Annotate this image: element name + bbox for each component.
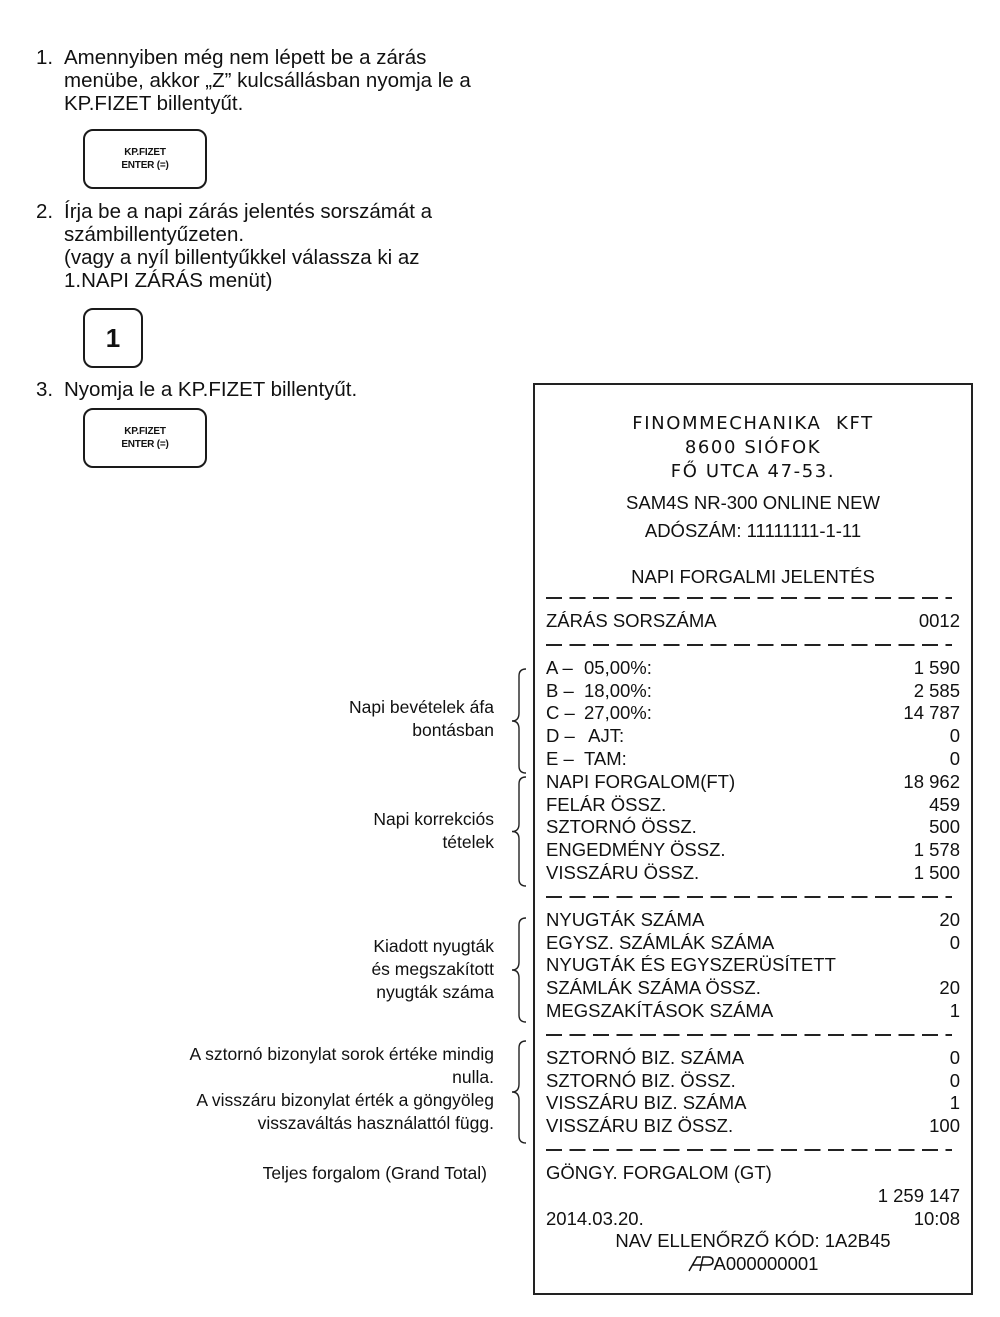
storno-row	[546, 1092, 960, 1115]
grand-total-value: 1 259 147	[877, 1184, 960, 1206]
row-label: 27,00%:	[584, 702, 652, 724]
dashed-separator	[546, 586, 960, 610]
row-label: VISSZÁRU BIZ ÖSSZ.	[546, 1115, 734, 1137]
receipt-model: SAM4S NR-300 ONLINE NEW	[626, 492, 880, 513]
row-value: 14 787	[903, 702, 960, 724]
vat-code: C –	[546, 702, 575, 724]
step-number: 1.	[36, 46, 54, 69]
storno-row	[546, 1047, 960, 1070]
cash-payment-key[interactable]	[83, 408, 207, 468]
ap-logo-icon	[688, 1256, 714, 1272]
row-value: 0	[949, 747, 960, 769]
row-label: TAM:	[584, 747, 627, 769]
correction-row	[546, 839, 960, 862]
row-label: ENGEDMÉNY ÖSSZ.	[546, 839, 726, 861]
key-label-top: KP.FIZET	[124, 426, 166, 437]
row-value: 18 962	[903, 770, 960, 792]
step-text-line: számbillentyűzeten.	[64, 223, 245, 246]
correction-row	[546, 771, 960, 794]
annotation-line: nyugták száma	[376, 982, 494, 1002]
row-value: 0	[949, 725, 960, 747]
row-label: SZTORNÓ BIZ. SZÁMA	[546, 1046, 745, 1068]
step-text-line: 1.NAPI ZÁRÁS menüt)	[64, 269, 273, 292]
row-label: AJT:	[584, 725, 625, 747]
row-value: 459	[929, 793, 960, 815]
step-text-line: Írja be a napi zárás jelentés sorszámát a	[64, 200, 433, 223]
row-label: FELÁR ÖSSZ.	[546, 793, 667, 815]
row-value: 1 590	[913, 656, 960, 678]
annotation-storno	[74, 1043, 494, 1135]
annotation-vat-breakdown	[349, 696, 494, 742]
closing-number-row	[546, 610, 960, 633]
receipt-count-section	[546, 909, 960, 1023]
curly-brace-icon	[506, 776, 530, 887]
vat-code: E –	[546, 747, 574, 769]
receipt-time: 10:08	[913, 1207, 960, 1229]
curly-brace-icon	[506, 917, 530, 1023]
storno-row	[546, 1070, 960, 1093]
correction-row	[546, 794, 960, 817]
row-label: EGYSZ. SZÁMLÁK SZÁMA	[546, 931, 775, 953]
count-row	[546, 977, 960, 1000]
annotation-corrections	[373, 808, 494, 854]
dashed-separator	[546, 885, 960, 909]
row-label: SZTORNÓ BIZ. ÖSSZ.	[546, 1069, 736, 1091]
ap-number: A000000001	[713, 1253, 819, 1275]
step-text-line: (vagy a nyíl billentyűkkel válassza ki az	[64, 246, 420, 269]
key-label: 1	[105, 322, 121, 353]
row-value: 100	[929, 1115, 960, 1137]
storno-row	[546, 1115, 960, 1138]
dashed-separator	[546, 1023, 960, 1047]
row-value: 1	[949, 999, 960, 1021]
row-value: 2 585	[913, 679, 960, 701]
count-row	[546, 1000, 960, 1023]
vat-section	[546, 657, 960, 771]
dashed-separator	[546, 1138, 960, 1162]
row-value: 0012	[918, 610, 960, 631]
date-time-row	[546, 1208, 960, 1231]
row-value: 1 578	[913, 839, 960, 861]
vat-row	[546, 725, 960, 748]
dashed-separator	[546, 633, 960, 657]
step-number: 3.	[36, 378, 54, 401]
step-3	[36, 378, 536, 401]
annotation-line: visszaváltás használattól függ.	[257, 1113, 494, 1133]
number-key-1[interactable]	[83, 308, 143, 368]
grand-total-label: GÖNGY. FORGALOM (GT)	[546, 1161, 772, 1183]
count-row	[546, 909, 960, 932]
vat-code: B –	[546, 679, 574, 701]
step-2	[36, 200, 536, 292]
annotation-grand-total: Teljes forgalom (Grand Total)	[262, 1163, 487, 1183]
annotation-line: bontásban	[412, 720, 494, 740]
step-text-line: Amennyiben még nem lépett be a zárás	[64, 46, 427, 69]
row-value: 0	[949, 1046, 960, 1068]
row-label: NAPI FORGALOM(FT)	[546, 770, 736, 792]
annotation-line: és megszakított	[371, 959, 494, 979]
key-label-top: KP.FIZET	[124, 147, 166, 158]
step-text-line: Nyomja le a KP.FIZET billentyűt.	[64, 378, 358, 401]
row-label: NYUGTÁK SZÁMA	[546, 908, 705, 930]
step-1	[36, 46, 536, 115]
row-label: ZÁRÁS SORSZÁMA	[546, 610, 717, 631]
row-value: 0	[949, 931, 960, 953]
row-label: VISSZÁRU BIZ. SZÁMA	[546, 1092, 747, 1114]
annotation-receipts	[371, 935, 494, 1004]
annotation-line: nulla.	[452, 1067, 494, 1087]
curly-brace-icon	[506, 668, 530, 774]
grand-total-value-row	[546, 1185, 960, 1208]
vat-row	[546, 748, 960, 771]
row-value: 1 500	[913, 861, 960, 883]
row-label: 18,00%:	[584, 679, 652, 701]
row-label: MEGSZAKÍTÁSOK SZÁMA	[546, 999, 774, 1021]
daily-report-receipt	[533, 383, 973, 1295]
receipt-company-name: FINOMMECHANIKA KFT	[632, 413, 874, 434]
correction-section	[546, 771, 960, 885]
nav-code: NAV ELLENŐRZŐ KÓD: 1A2B45	[615, 1230, 891, 1252]
vat-code: A –	[546, 656, 573, 678]
receipt-date: 2014.03.20.	[546, 1207, 644, 1229]
row-value: 20	[939, 908, 960, 930]
row-value: 500	[929, 816, 960, 838]
row-label: NYUGTÁK ÉS EGYSZERÜSÍTETT	[546, 954, 836, 976]
step-text-line: menübe, akkor „Z” kulcsállásban nyomja le a	[64, 69, 471, 92]
row-label: SZÁMLÁK SZÁMA ÖSSZ.	[546, 977, 761, 999]
curly-brace-icon	[506, 1040, 530, 1144]
receipt-report-title: NAPI FORGALMI JELENTÉS	[631, 566, 875, 587]
row-value: 20	[939, 977, 960, 999]
correction-row	[546, 862, 960, 885]
key-label-bottom: ENTER (=)	[121, 439, 169, 450]
correction-row	[546, 816, 960, 839]
annotation-line: Kiadott nyugták	[373, 936, 494, 956]
receipt-street: FŐ UTCA 47-53.	[670, 461, 836, 482]
annotation-line: tételek	[442, 832, 494, 852]
storno-section	[546, 1047, 960, 1138]
step-number: 2.	[36, 200, 54, 223]
receipt-city: 8600 SIÓFOK	[684, 437, 822, 458]
row-value: 0	[949, 1069, 960, 1091]
annotation-line: A sztornó bizonylat sorok értéke mindig	[189, 1044, 494, 1064]
row-value: 1	[949, 1092, 960, 1114]
ap-number-row	[546, 1253, 960, 1276]
annotation-line: Napi korrekciós	[373, 809, 494, 829]
row-label: 05,00%:	[584, 656, 652, 678]
row-label: SZTORNÓ ÖSSZ.	[546, 816, 697, 838]
receipt-tax-id: ADÓSZÁM: 11111111-1-11	[644, 520, 862, 541]
vat-row	[546, 702, 960, 725]
step-text-line: KP.FIZET billentyűt.	[64, 92, 244, 115]
row-label: VISSZÁRU ÖSSZ.	[546, 861, 700, 883]
vat-code: D –	[546, 725, 575, 747]
count-row	[546, 932, 960, 955]
annotation-line: A visszáru bizonylat érték a göngyöleg	[196, 1090, 494, 1110]
cash-payment-key[interactable]	[83, 129, 207, 189]
count-row	[546, 954, 960, 977]
vat-row	[546, 680, 960, 703]
key-label-bottom: ENTER (=)	[121, 160, 169, 171]
vat-row	[546, 657, 960, 680]
annotation-line: Napi bevételek áfa	[349, 697, 494, 717]
grand-total-label-row	[546, 1162, 960, 1185]
receipt-body	[546, 586, 960, 1276]
